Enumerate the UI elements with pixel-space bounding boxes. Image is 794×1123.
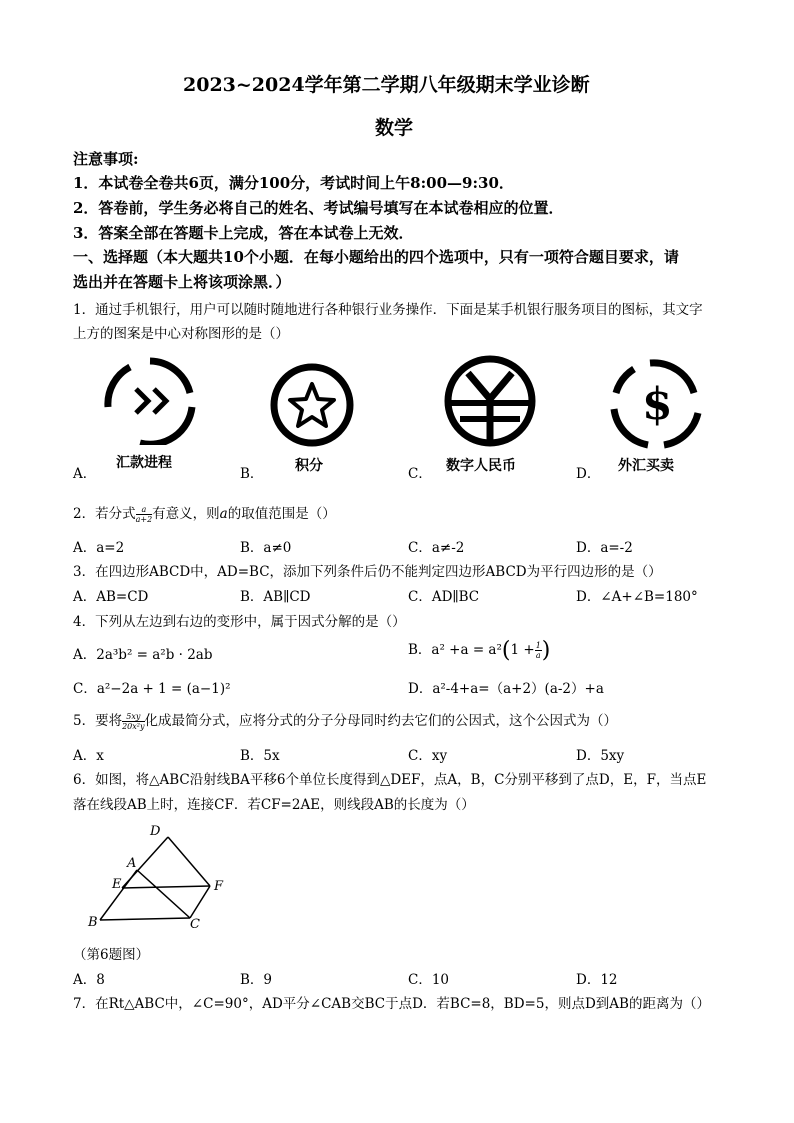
q5-option-c[interactable]: C．xy [408,748,448,764]
q5-option-a[interactable]: A．x [73,748,104,764]
svg-text:$: $ [642,379,673,430]
q2-option-c[interactable]: C．a≠-2 [408,540,465,556]
question-1-text-cont: 上方的图案是中心对称图形的是（） [73,326,289,342]
q4-b-frac-num: 1 [535,641,541,650]
q2-option-a[interactable]: A．a=2 [73,540,125,556]
q5-frac-den: 20x²y [122,722,145,731]
q4-b-one: 1 + [510,642,535,658]
dollar-cycle-icon [608,357,708,457]
option-c-icon-group [442,355,542,455]
q2-var: a [219,506,228,522]
option-c-letter[interactable]: C． [408,466,432,482]
question-7-text: 7．在Rt△ABC中，∠C=90°，AD平分∠CAB交BC于点D．若BC=8，BD=5，则点D到AB的距离为（） [73,996,710,1012]
question-2-text [73,502,336,524]
label-a: A [127,856,137,871]
label-b: B [88,915,98,930]
q4-b-pre: B．a² +a = a² [408,642,502,658]
q4-option-a[interactable]: A．2a³b² = a²b · 2ab [73,647,213,663]
q6-figure [80,820,240,940]
q5-pre: 5．要将 [73,713,123,729]
exam-title: 2023~2024学年第二学期八年级期末学业诊断 [183,74,590,96]
notes-heading: 注意事项: [73,150,139,168]
option-d-label: 外汇买卖 [618,458,674,474]
q4-b-paren-left: ( [501,638,511,663]
question-3-text: 3．在四边形ABCD中，AD=BC，添加下列条件后仍不能判定四边形ABCD为平行四边形的是（） [73,564,662,580]
label-f: F [214,879,224,894]
q3-option-c[interactable]: C．AD∥BC [408,589,480,605]
label-d: D [150,824,161,839]
option-b-label: 积分 [295,458,323,474]
note-item: 3．答案全部在答题卡上完成，答在本试卷上无效． [73,224,414,242]
q3-option-b[interactable]: B．AB∥CD [240,589,311,605]
option-b-icon-group [268,362,358,452]
section-heading-cont: 选出并在答题卡上将该项涂黑．） [73,273,291,291]
label-c: C [190,917,200,932]
question-4-text: 4．下列从左边到右边的变形中，属于因式分解的是（） [73,614,406,630]
q4-option-d[interactable]: D．a²-4+a=（a+2）(a-2）+a [408,681,604,697]
q5-frac-num: 5xy [122,712,144,722]
label-e: E [112,877,122,892]
triangle-translation-diagram [80,820,240,940]
option-a-label: 汇款进程 [116,455,172,471]
q6-option-b[interactable]: B．9 [240,972,273,988]
q6-option-d[interactable]: D．12 [576,972,618,988]
q2-option-b[interactable]: B．a≠0 [240,540,292,556]
q2-fraction [136,505,153,524]
subject-title: 数学 [375,117,414,139]
q2-frac-num: a [136,505,153,515]
transfer-arrows-icon [100,355,200,445]
q2-post: 有意义，则 [152,506,220,522]
section-heading: 一、选择题（本大题共10个小题．在每小题给出的四个选项中，只有一项符合题目要求，请 [73,248,679,266]
q2-pre: 2．若分式 [73,506,136,522]
option-b-letter[interactable]: B． [240,466,264,482]
question-6-text-cont: 落在线段AB上时，连接CF．若CF=2AE，则线段AB的长度为（） [73,797,475,813]
q4-option-b[interactable] [408,638,550,663]
option-a-letter[interactable]: A． [73,466,97,482]
option-c-label: 数字人民币 [446,458,516,474]
q5-fraction [122,712,144,731]
option-d-icon-group [608,357,708,457]
option-d-letter[interactable]: D． [576,466,601,482]
question-1-text: 1．通过手机银行，用户可以随时随地进行各种银行业务操作．下面是某手机银行服务项目的图标，其文字 [73,302,703,318]
q2-frac-den: a+2 [135,515,153,524]
q4-b-paren-right: ) [541,638,551,663]
q5-post: 化成最简分式，应将分式的分子分母同时约去它们的公因式，这个公因式为（） [144,713,618,729]
q6-option-c[interactable]: C．10 [408,972,450,988]
q3-option-d[interactable]: D．∠A+∠B=180° [576,589,698,605]
q4-b-fraction [535,641,542,660]
q4-option-c[interactable]: C．a²−2a + 1 = (a−1)² [73,681,231,697]
question-6-text: 6．如图，将△ABC沿射线BA平移6个单位长度得到△DEF，点A，B，C分别平移到了点D，E，F，当点E [73,772,707,788]
note-item: 2．答卷前，学生务必将自己的姓名、考试编号填写在本试卷相应的位置． [73,199,564,217]
question-5-text [73,709,617,731]
star-circle-icon [268,362,358,452]
q4-b-frac-den: a [535,651,541,660]
q2-post2: 的取值范围是（） [227,506,336,522]
q6-figure-caption: （第6题图） [73,947,150,963]
note-item: 1．本试卷全卷共6页，满分100分，考试时间上午8:00—9:30． [73,174,514,192]
q2-option-d[interactable]: D．a=-2 [576,540,633,556]
q6-option-a[interactable]: A．8 [73,972,105,988]
yuan-symbol-icon [442,355,542,455]
q3-option-a[interactable]: A．AB=CD [73,589,149,605]
q5-option-d[interactable]: D．5xy [576,748,625,764]
q5-option-b[interactable]: B．5x [240,748,280,764]
